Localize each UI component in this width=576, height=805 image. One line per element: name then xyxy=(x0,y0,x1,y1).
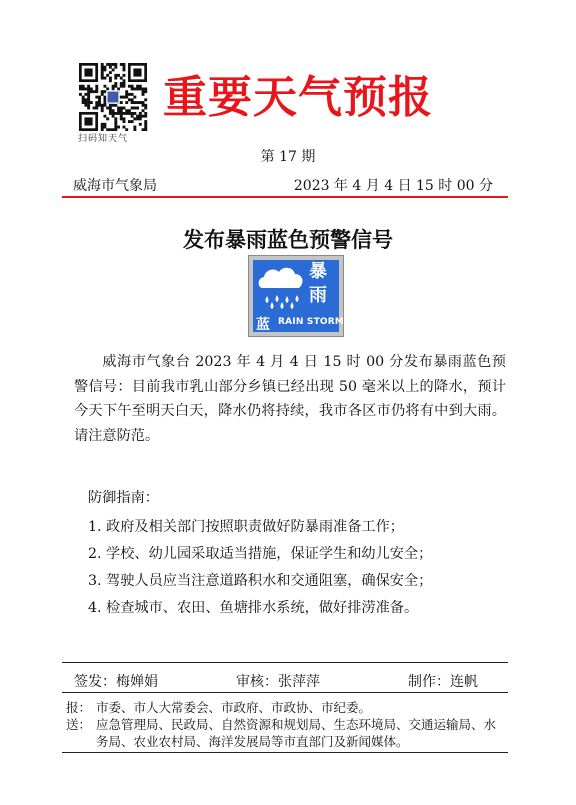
rainstorm-cloud-icon xyxy=(255,262,307,312)
guide-item: 4. 检查城市、农田、鱼塘排水系统，做好排涝准备。 xyxy=(88,600,419,616)
guide-title: 防御指南： xyxy=(88,490,159,506)
footer-divider-middle xyxy=(62,692,508,693)
send-label: 送： xyxy=(66,717,92,732)
issue-number: 第 17 期 xyxy=(260,149,316,165)
issuer-signature: 签发：梅婵娟 xyxy=(74,674,158,690)
report-label: 报： xyxy=(66,700,92,715)
guide-item: 3. 驾驶人员应当注意道路积水和交通阻塞，确保安全； xyxy=(88,573,433,589)
footer-divider-top xyxy=(62,662,508,663)
guide-item: 2. 学校、幼儿园采取适当措施，保证学生和幼儿安全； xyxy=(88,546,433,562)
sign-english-label: RAIN STORM xyxy=(278,317,345,327)
warning-body xyxy=(74,350,506,448)
producer-signature: 制作：连帆 xyxy=(408,674,478,690)
banner-title: 重要天气预报 xyxy=(163,72,433,123)
warning-sign xyxy=(248,255,344,337)
sign-char-2: 雨 xyxy=(309,285,327,306)
report-to-line xyxy=(66,699,506,716)
header-divider xyxy=(62,196,508,198)
qr-caption: 扫码知天气 xyxy=(78,134,129,144)
sign-level-char: 蓝 xyxy=(256,317,270,333)
warning-sign-panel xyxy=(253,260,345,333)
sign-char-1: 暴 xyxy=(309,261,327,282)
document-title: 发布暴雨蓝色预警信号 xyxy=(183,227,393,252)
guide-list xyxy=(88,514,432,622)
qr-code xyxy=(74,63,152,131)
send-to-line xyxy=(66,716,506,750)
distribution-list xyxy=(66,699,506,750)
report-to-text: 市委、市人大常委会、市政府、市政协、市纪委。 xyxy=(96,700,372,715)
guide-item: 1. 政府及相关部门按照职责做好防暴雨准备工作； xyxy=(88,519,404,535)
issue-datetime: 2023 年 4 月 4 日 15 时 00 分 xyxy=(293,178,493,194)
issuing-organization: 威海市气象局 xyxy=(73,178,157,194)
warning-body-paragraph: 威海市气象台 2023 年 4 月 4 日 15 时 00 分发布暴雨蓝色预警信号：目前我市乳山部分乡镇已经出现 50 毫米以上的降水，预计今天下午至明天白天，降水仍将持续，我市各区市仍将有中到大雨。请注意防范。 xyxy=(74,354,506,444)
reviewer-signature: 审核：张萍萍 xyxy=(236,674,320,690)
send-to-text: 应急管理局、民政局、自然资源和规划局、生态环境局、交通运输局、水务局、农业农村局、海洋发展局等市直部门及新闻媒体。 xyxy=(96,717,497,749)
footer-divider-bottom xyxy=(62,752,508,753)
